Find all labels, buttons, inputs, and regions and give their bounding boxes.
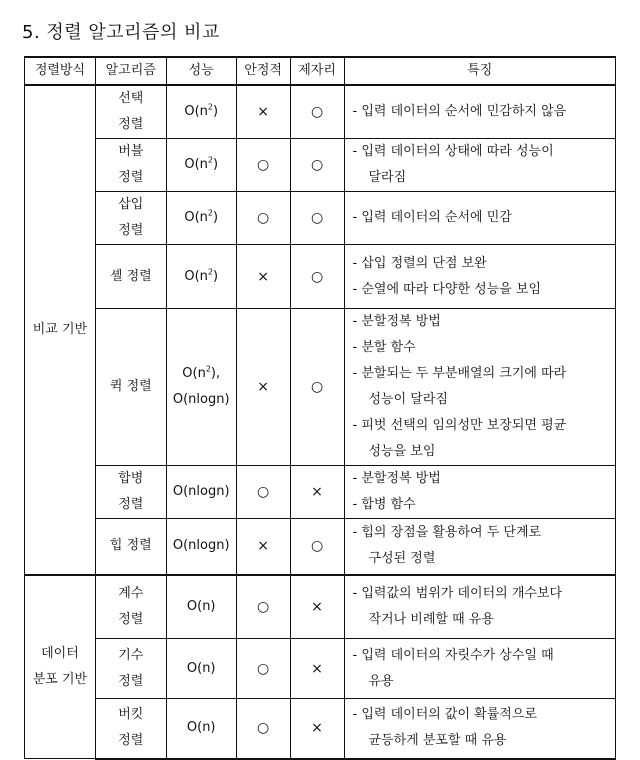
- features: - 입력 데이터의 순서에 민감하지 않음: [344, 85, 616, 139]
- performance: $O(n^2)$: [166, 85, 236, 139]
- table-row: [25, 519, 616, 575]
- performance: O(nlogn): [166, 466, 236, 519]
- features: - 입력 데이터의 자릿수가 상수일 때 유용: [344, 639, 616, 699]
- table-row: [25, 192, 616, 245]
- header-performance: 성능: [166, 57, 236, 85]
- table-row: [25, 139, 616, 192]
- in-place-mark: ×: [290, 699, 344, 759]
- features: - 입력 데이터의 값이 확률적으로 균등하게 분포할 때 유용: [344, 699, 616, 759]
- performance: $O(n^2)$: [166, 245, 236, 309]
- stable-mark: ○: [236, 139, 290, 192]
- in-place-mark: ○: [290, 192, 344, 245]
- in-place-mark: ○: [290, 139, 344, 192]
- algorithm-name: 선택 정렬: [95, 85, 166, 139]
- performance: $O(n^2)$, O(nlogn): [166, 309, 236, 466]
- in-place-mark: ○: [290, 85, 344, 139]
- stable-mark: ×: [236, 309, 290, 466]
- features: - 입력 데이터의 순서에 민감: [344, 192, 616, 245]
- sorting-comparison-table: [24, 56, 616, 760]
- performance: O(n): [166, 639, 236, 699]
- algorithm-name: 삽입 정렬: [95, 192, 166, 245]
- stable-mark: ×: [236, 85, 290, 139]
- in-place-mark: ○: [290, 245, 344, 309]
- features: - 입력값의 범위가 데이터의 개수보다 작거나 비례할 때 유용: [344, 575, 616, 639]
- features: - 분할정복 방법 - 합병 함수: [344, 466, 616, 519]
- features: - 삽입 정렬의 단점 보완 - 순열에 따라 다양한 성능을 보임: [344, 245, 616, 309]
- in-place-mark: ×: [290, 575, 344, 639]
- algorithm-name: 버블 정렬: [95, 139, 166, 192]
- performance: O(n): [166, 575, 236, 639]
- table-row: [25, 85, 616, 139]
- performance: O(n): [166, 699, 236, 759]
- features: - 분할정복 방법 - 분할 함수 - 분할되는 두 부분배열의 크기에 따라 성능이 달라짐 - 피벗 선택의 임의성만 보장되면 평균 성능을 보임: [344, 309, 616, 466]
- algorithm-name: 기수 정렬: [95, 639, 166, 699]
- performance: O(nlogn): [166, 519, 236, 575]
- algorithm-name: 합병 정렬: [95, 466, 166, 519]
- stable-mark: ○: [236, 639, 290, 699]
- table-row: [25, 245, 616, 309]
- header-features: 특징: [344, 57, 616, 85]
- header-stable: 안정적: [236, 57, 290, 85]
- in-place-mark: ○: [290, 519, 344, 575]
- algorithm-name: 퀵 정렬: [95, 309, 166, 466]
- in-place-mark: ×: [290, 466, 344, 519]
- table-row: [25, 466, 616, 519]
- performance: $O(n^2)$: [166, 139, 236, 192]
- algorithm-name: 버킷 정렬: [95, 699, 166, 759]
- table-row: [25, 309, 616, 466]
- stable-mark: ×: [236, 245, 290, 309]
- stable-mark: ○: [236, 575, 290, 639]
- stable-mark: ○: [236, 466, 290, 519]
- table-row: [25, 639, 616, 699]
- algorithm-name: 힙 정렬: [95, 519, 166, 575]
- method-distribution: 데이터 분포 기반: [25, 575, 96, 759]
- stable-mark: ×: [236, 519, 290, 575]
- header-algorithm: 알고리즘: [95, 57, 166, 85]
- header-row: [25, 57, 616, 85]
- in-place-mark: ○: [290, 309, 344, 466]
- algorithm-name: 계수 정렬: [95, 575, 166, 639]
- page-title: 5. 정렬 알고리즘의 비교: [22, 22, 220, 43]
- method-comparison: 비교 기반: [25, 85, 96, 575]
- header-method: 정렬방식: [25, 57, 96, 85]
- algorithm-name: 셸 정렬: [95, 245, 166, 309]
- stable-mark: ○: [236, 192, 290, 245]
- features: - 힙의 장점을 활용하여 두 단계로 구성된 정렬: [344, 519, 616, 575]
- performance: $O(n^2)$: [166, 192, 236, 245]
- header-in-place: 제자리: [290, 57, 344, 85]
- features: - 입력 데이터의 상태에 따라 성능이 달라짐: [344, 139, 616, 192]
- table-row: [25, 699, 616, 759]
- stable-mark: ○: [236, 699, 290, 759]
- in-place-mark: ×: [290, 639, 344, 699]
- table-row: [25, 575, 616, 639]
